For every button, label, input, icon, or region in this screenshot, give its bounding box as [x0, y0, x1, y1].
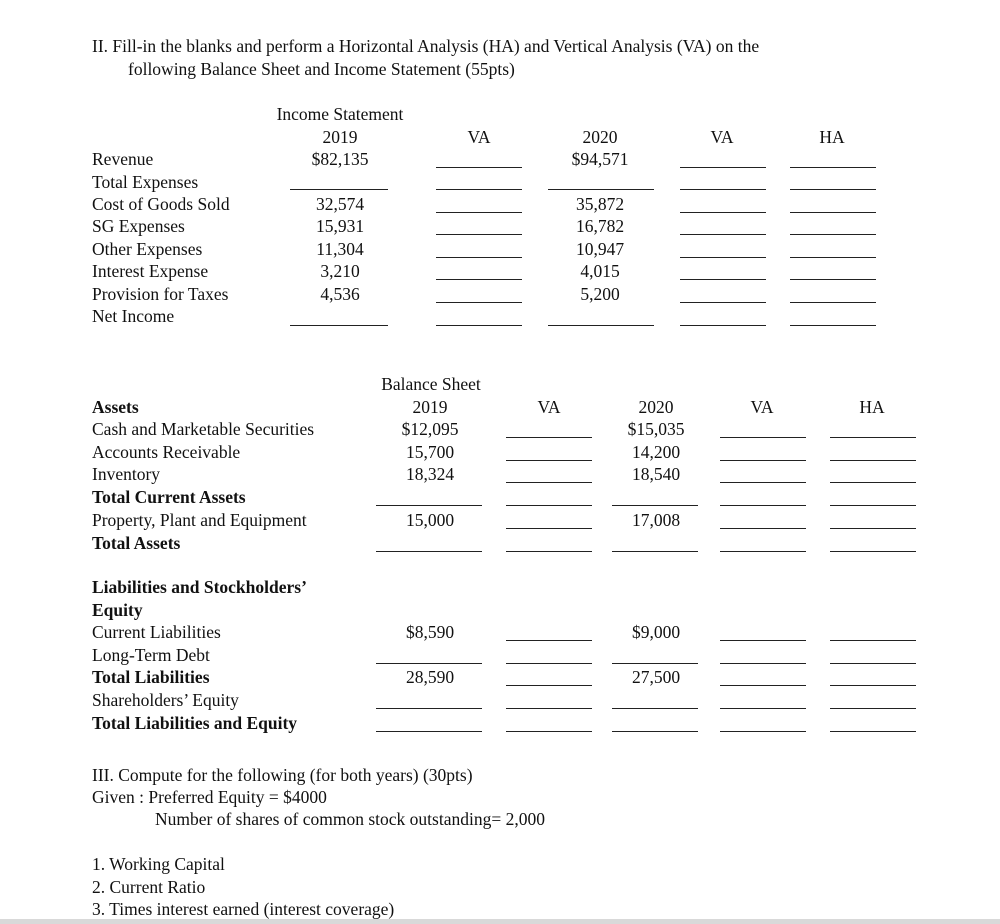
bs-blank-line[interactable]	[612, 663, 698, 664]
bs-blank-line[interactable]	[612, 551, 698, 552]
is-row-label: Other Expenses	[92, 239, 203, 259]
is-blank-line[interactable]	[790, 325, 876, 326]
bs-blank-line[interactable]	[830, 460, 916, 461]
bs-blank-line[interactable]	[720, 708, 806, 709]
is-blank-line[interactable]	[290, 189, 388, 190]
is-blank-line[interactable]	[790, 189, 876, 190]
bs-blank-line[interactable]	[376, 505, 482, 506]
is-blank-line[interactable]	[680, 279, 766, 280]
bs-blank-line[interactable]	[612, 505, 698, 506]
bs-liab-row-2019: 28,590	[405, 667, 455, 687]
is-col-ha: HA	[819, 127, 845, 147]
bs-row-label: Accounts Receivable	[92, 442, 241, 462]
part3-item-times-interest-earned: 3. Times interest earned (interest coverage)	[92, 899, 395, 919]
bs-blank-line[interactable]	[376, 708, 482, 709]
is-blank-line[interactable]	[680, 234, 766, 235]
is-row-2020: 16,782	[575, 216, 625, 236]
bs-blank-line[interactable]	[720, 640, 806, 641]
bs-blank-line[interactable]	[830, 663, 916, 664]
is-row-2019: 11,304	[316, 239, 364, 259]
bs-row-2019: 15,700	[405, 442, 455, 462]
bs-row-label: Property, Plant and Equipment	[92, 510, 307, 530]
bs-row-label: Cash and Marketable Securities	[92, 419, 315, 439]
is-blank-line[interactable]	[790, 302, 876, 303]
is-blank-line[interactable]	[680, 212, 766, 213]
is-col-va1: VA	[467, 127, 491, 147]
is-row-2020: 5,200	[580, 284, 620, 304]
bs-blank-line[interactable]	[720, 663, 806, 664]
bs-title: Balance Sheet	[381, 374, 481, 394]
is-blank-line[interactable]	[790, 257, 876, 258]
bs-liab-heading-line1: Liabilities and Stockholders’	[92, 577, 307, 597]
is-row-label: Total Expenses	[92, 172, 199, 192]
is-blank-line[interactable]	[436, 167, 522, 168]
part3-item-working-capital: 1. Working Capital	[92, 854, 225, 874]
part3-given: Given : Preferred Equity = $4000	[92, 787, 327, 807]
bs-liab-row-label: Long-Term Debt	[92, 645, 210, 665]
bs-assets-heading: Assets	[92, 397, 139, 417]
bs-liab-row-label: Total Liabilities	[92, 667, 210, 687]
bs-blank-line[interactable]	[506, 663, 592, 664]
bs-blank-line[interactable]	[376, 731, 482, 732]
bs-blank-line[interactable]	[720, 482, 806, 483]
is-blank-line[interactable]	[680, 325, 766, 326]
is-row-label: Cost of Goods Sold	[92, 194, 230, 214]
bs-blank-line[interactable]	[612, 708, 698, 709]
is-blank-line[interactable]	[790, 279, 876, 280]
is-blank-line[interactable]	[436, 279, 522, 280]
bs-row-2020: 14,200	[631, 442, 681, 462]
bs-row-2019: 15,000	[405, 510, 455, 530]
is-row-2019: $82,135	[311, 149, 369, 169]
bs-row-2019: 18,324	[405, 464, 455, 484]
bs-blank-line[interactable]	[506, 482, 592, 483]
is-blank-line[interactable]	[548, 325, 654, 326]
bs-row-2020: 18,540	[631, 464, 681, 484]
is-row-2020: $94,571	[571, 149, 629, 169]
bs-col-va2: VA	[750, 397, 774, 417]
bs-row-2020: $15,035	[627, 419, 685, 439]
bs-liab-row-2020: 27,500	[631, 667, 681, 687]
bs-row-label: Inventory	[92, 464, 161, 484]
part3-shares: Number of shares of common stock outstanding= 2,000	[155, 809, 545, 829]
is-blank-line[interactable]	[548, 189, 654, 190]
is-row-2019: 4,536	[320, 284, 360, 304]
is-blank-line[interactable]	[436, 189, 522, 190]
is-row-label: Net Income	[92, 306, 175, 326]
bs-col-va1: VA	[537, 397, 561, 417]
bs-blank-line[interactable]	[830, 437, 916, 438]
is-blank-line[interactable]	[680, 189, 766, 190]
part3-item-current-ratio: 2. Current Ratio	[92, 877, 206, 897]
bs-blank-line[interactable]	[720, 460, 806, 461]
bs-blank-line[interactable]	[830, 708, 916, 709]
bs-blank-line[interactable]	[612, 731, 698, 732]
bs-liab-row-2019: $8,590	[405, 622, 455, 642]
bs-blank-line[interactable]	[720, 505, 806, 506]
bs-blank-line[interactable]	[506, 551, 592, 552]
is-col-2020: 2020	[582, 127, 618, 147]
bs-blank-line[interactable]	[720, 437, 806, 438]
bs-liab-row-label: Current Liabilities	[92, 622, 221, 642]
bs-row-label: Total Current Assets	[92, 487, 246, 507]
bs-blank-line[interactable]	[506, 640, 592, 641]
is-blank-line[interactable]	[290, 325, 388, 326]
is-col-va2: VA	[710, 127, 734, 147]
is-row-2019: 3,210	[320, 261, 360, 281]
bs-blank-line[interactable]	[830, 640, 916, 641]
bs-blank-line[interactable]	[506, 685, 592, 686]
is-row-label: Interest Expense	[92, 261, 209, 281]
bs-liab-heading-line2: Equity	[92, 600, 143, 620]
part3-heading: III. Compute for the following (for both years) (30pts)	[92, 765, 473, 785]
bs-blank-line[interactable]	[830, 731, 916, 732]
bs-blank-line[interactable]	[720, 731, 806, 732]
bs-blank-line[interactable]	[506, 708, 592, 709]
is-blank-line[interactable]	[790, 167, 876, 168]
bs-col-ha: HA	[859, 397, 885, 417]
bs-blank-line[interactable]	[506, 505, 592, 506]
is-blank-line[interactable]	[436, 325, 522, 326]
is-row-2020: 10,947	[575, 239, 625, 259]
bs-blank-line[interactable]	[830, 528, 916, 529]
is-blank-line[interactable]	[680, 167, 766, 168]
is-row-2020: 4,015	[580, 261, 620, 281]
is-blank-line[interactable]	[790, 234, 876, 235]
is-title: Income Statement	[276, 104, 404, 124]
bs-blank-line[interactable]	[506, 437, 592, 438]
bs-blank-line[interactable]	[720, 551, 806, 552]
bs-blank-line[interactable]	[506, 731, 592, 732]
is-blank-line[interactable]	[680, 257, 766, 258]
bs-row-label: Total Assets	[92, 533, 181, 553]
is-blank-line[interactable]	[436, 302, 522, 303]
part2-heading-line2: following Balance Sheet and Income Statement (55pts)	[128, 59, 515, 79]
is-row-label: Revenue	[92, 149, 154, 169]
bs-liab-row-2020: $9,000	[631, 622, 681, 642]
is-blank-line[interactable]	[436, 234, 522, 235]
is-blank-line[interactable]	[436, 212, 522, 213]
part2-heading-line1: II. Fill-in the blanks and perform a Horizontal Analysis (HA) and Vertical Analysis (VA) on the	[92, 36, 760, 56]
bs-liab-row-label: Total Liabilities and Equity	[92, 713, 298, 733]
bs-row-2019: $12,095	[401, 419, 459, 439]
bs-blank-line[interactable]	[720, 685, 806, 686]
bs-blank-line[interactable]	[830, 551, 916, 552]
bs-col-2020: 2020	[638, 397, 674, 417]
is-row-2020: 35,872	[575, 194, 625, 214]
bs-blank-line[interactable]	[506, 528, 592, 529]
bs-liab-row-label: Shareholders’ Equity	[92, 690, 239, 710]
is-blank-line[interactable]	[436, 257, 522, 258]
bs-blank-line[interactable]	[830, 685, 916, 686]
is-row-2019: 32,574	[315, 194, 365, 214]
is-blank-line[interactable]	[680, 302, 766, 303]
is-row-label: SG Expenses	[92, 216, 185, 236]
bs-blank-line[interactable]	[376, 663, 482, 664]
bs-col-2019: 2019	[412, 397, 448, 417]
bs-blank-line[interactable]	[720, 528, 806, 529]
is-row-2019: 15,931	[315, 216, 365, 236]
bs-blank-line[interactable]	[830, 505, 916, 506]
bs-blank-line[interactable]	[506, 460, 592, 461]
is-blank-line[interactable]	[790, 212, 876, 213]
bs-blank-line[interactable]	[830, 482, 916, 483]
is-row-label: Provision for Taxes	[92, 284, 229, 304]
page-bottom-divider	[0, 919, 1000, 924]
bs-row-2020: 17,008	[631, 510, 681, 530]
bs-blank-line[interactable]	[376, 551, 482, 552]
is-col-2019: 2019	[322, 127, 358, 147]
